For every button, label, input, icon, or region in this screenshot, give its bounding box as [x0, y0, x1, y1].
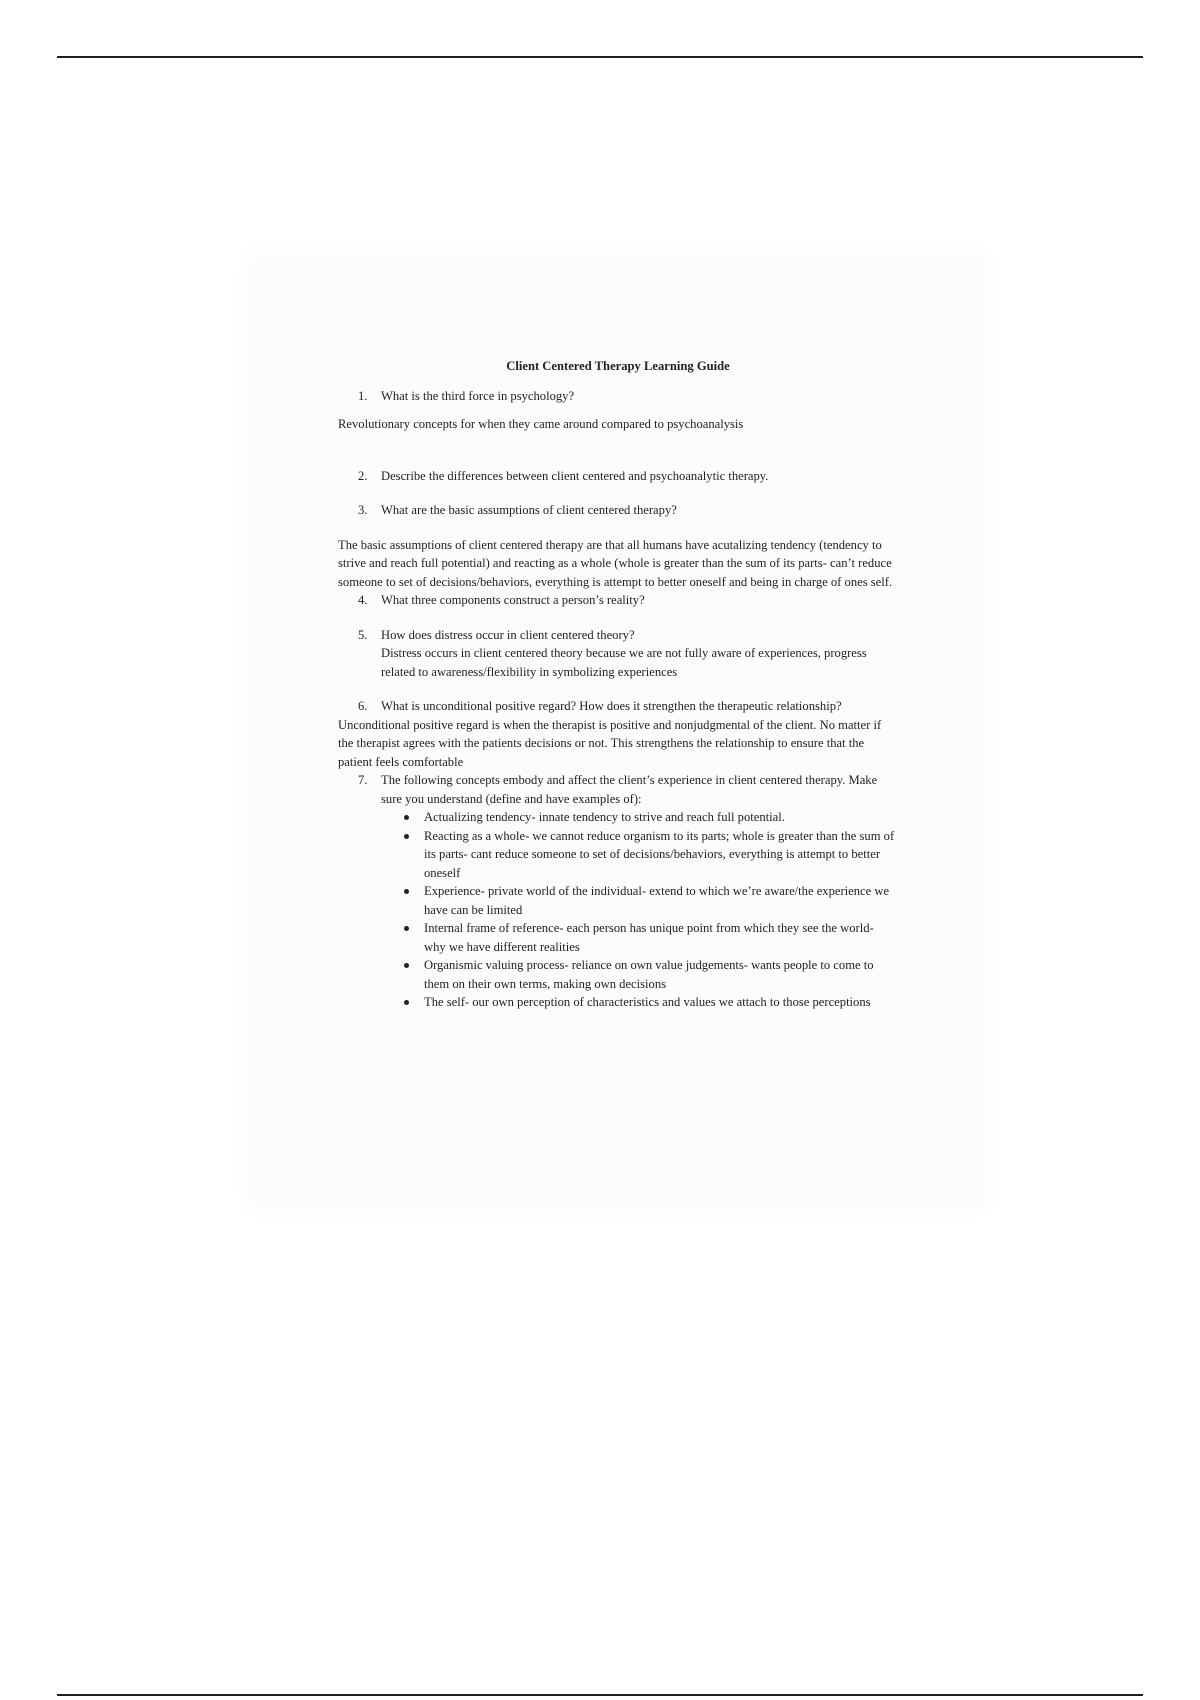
question-number: 3. [358, 503, 368, 517]
question-4 [338, 591, 898, 610]
question-text: How does distress occur in client centered theory? [381, 627, 635, 642]
answer-6: Unconditional positive regard is when the therapist is positive and nonjudgmental of the client. No matter if the therapist agrees with the patients decisions or not. This strengthens the relationship to ensure that the patient feels comfortable [338, 717, 882, 769]
question-2 [338, 467, 898, 486]
page-bottom-rule [57, 1694, 1143, 1696]
question-text: What is unconditional positive regard? How does it strengthen the therapeutic relationship? [381, 699, 842, 713]
answer-3: The basic assumptions of client centered therapy are that all humans have acutalizing tendency (tendency to strive and reach full potential) and reacting as a whole (whole is greater than the sum of its parts- can’t reduce someone to set of decisions/behaviors, everything is attempt to better oneself and being in charge of ones self. [338, 537, 893, 589]
document-title: Client Centered Therapy Learning Guide [506, 359, 730, 373]
list-item [424, 919, 898, 956]
concept-text: Reacting as a whole- we cannot reduce organism to its parts; whole is greater than the sum of its parts- cant reduce someone to set of decisions/behaviors, everything is attempt to better oneself [424, 828, 895, 880]
question-5 [338, 626, 898, 645]
list-item [424, 808, 898, 827]
answer-5: Distress occurs in client centered theory because we are not fully aware of experiences, progress related to awareness/flexibility in symbolizing experiences [381, 646, 867, 679]
question-number: 6. [358, 699, 368, 713]
document-body [338, 357, 898, 1012]
concept-text: Experience- private world of the individual- extend to which we’re aware/the experience we have can be limited [424, 884, 890, 917]
answer-1: Revolutionary concepts for when they came around compared to psychoanalysis [338, 417, 744, 431]
list-item [424, 956, 898, 993]
bullet-icon [404, 963, 409, 968]
bullet-icon [404, 815, 409, 820]
question-number: 2. [358, 468, 368, 483]
concept-text: Organismic valuing process- reliance on own value judgements- wants people to come to them on their own terms, making own decisions [424, 958, 874, 991]
list-item [424, 827, 898, 883]
question-number: 1. [358, 388, 368, 403]
question-7 [338, 771, 898, 808]
question-6 [338, 697, 898, 716]
question-3 [338, 501, 898, 520]
bullet-icon [404, 926, 409, 931]
concept-text: The self- our own perception of characteristics and values we attach to those perceptions [424, 995, 871, 1009]
list-item [424, 993, 898, 1012]
bullet-icon [404, 1000, 409, 1005]
question-number: 7. [358, 773, 368, 787]
question-text: The following concepts embody and affect the client’s experience in client centered therapy. Make sure you understand (define and have examples of): [381, 773, 878, 806]
concept-text: Internal frame of reference- each person has unique point from which they see the world- why we have different realities [424, 921, 874, 954]
bullet-icon [404, 834, 409, 839]
list-item [424, 882, 898, 919]
question-number: 4. [358, 593, 368, 607]
concept-list [338, 808, 898, 1012]
question-text: What is the third force in psychology? [381, 388, 575, 403]
question-text: What are the basic assumptions of client centered therapy? [381, 503, 677, 517]
concept-text: Actualizing tendency- innate tendency to strive and reach full potential. [424, 810, 785, 824]
page-top-rule [57, 56, 1143, 58]
question-1 [338, 387, 898, 406]
bullet-icon [404, 889, 409, 894]
question-text: What three components construct a person’s reality? [381, 593, 645, 607]
question-text: Describe the differences between client centered and psychoanalytic therapy. [381, 468, 769, 483]
question-number: 5. [358, 627, 368, 642]
